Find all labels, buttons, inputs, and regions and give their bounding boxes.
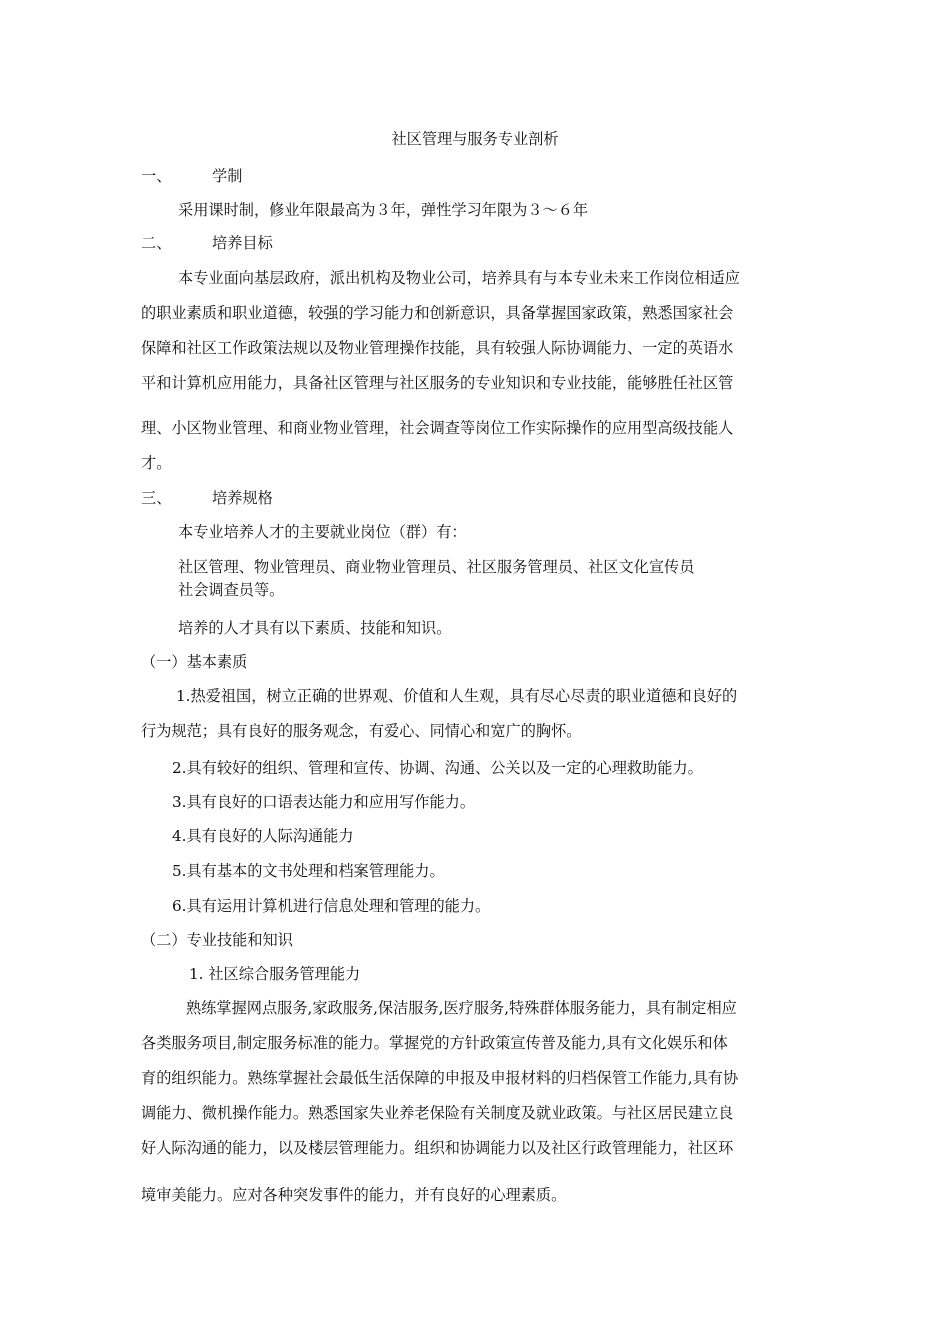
skills-subheading: 1. 社区综合服务管理能力 bbox=[189, 965, 361, 983]
basic-item-1-line: 行为规范；具有良好的服务观念，有爱心、同情心和宽广的胸怀。 bbox=[141, 722, 582, 740]
basic-item-1-line: 1.热爱祖国，树立正确的世界观、价值和人生观，具有尽心尽责的职业道德和良好的 bbox=[176, 687, 738, 705]
skills-heading: （二）专业技能和知识 bbox=[141, 931, 293, 949]
section-3-posts-line: 社会调查员等。 bbox=[178, 581, 285, 599]
section-3-number: 三、 bbox=[141, 489, 172, 507]
basic-item-4: 4.具有良好的人际沟通能力 bbox=[172, 827, 354, 845]
skills-line: 境审美能力。应对各种突发事件的能力，并有良好的心理素质。 bbox=[141, 1186, 567, 1204]
section-2-number: 二、 bbox=[141, 234, 172, 252]
skills-line: 好人际沟通的能力，以及楼层管理能力。组织和协调能力以及社区行政管理能力，社区环 bbox=[141, 1139, 734, 1157]
skills-line: 各类服务项目,制定服务标准的能力。掌握党的方针政策宣传普及能力,具有文化娱乐和体 bbox=[141, 1034, 728, 1052]
basic-qualities-heading: （一）基本素质 bbox=[141, 653, 248, 671]
section-1-heading: 学制 bbox=[212, 167, 243, 185]
section-3-summary: 培养的人才具有以下素质、技能和知识。 bbox=[178, 619, 452, 637]
skills-line: 调能力、微机操作能力。熟悉国家失业养老保险有关制度及就业政策。与社区居民建立良 bbox=[141, 1104, 734, 1122]
section-3-posts-line: 社区管理、物业管理员、商业物业管理员、社区服务管理员、社区文化宣传员 bbox=[178, 558, 695, 576]
section-2-line: 平和计算机应用能力，具备社区管理与社区服务的专业知识和专业技能，能够胜任社区管 bbox=[141, 374, 734, 392]
section-2-line: 的职业素质和职业道德，较强的学习能力和创新意识，具备掌握国家政策，熟悉国家社会 bbox=[141, 304, 734, 322]
section-2-line: 本专业面向基层政府，派出机构及物业公司，培养具有与本专业未来工作岗位相适应 bbox=[178, 269, 740, 287]
section-3-intro: 本专业培养人才的主要就业岗位（群）有： bbox=[178, 523, 467, 541]
basic-item-6: 6.具有运用计算机进行信息处理和管理的能力。 bbox=[172, 897, 491, 915]
section-2-line: 保障和社区工作政策法规以及物业管理操作技能，具有较强人际协调能力、一定的英语水 bbox=[141, 339, 734, 357]
section-2-line: 理、小区物业管理、和商业物业管理，社会调查等岗位工作实际操作的应用型高级技能人 bbox=[141, 419, 734, 437]
basic-item-3: 3.具有良好的口语表达能力和应用写作能力。 bbox=[172, 793, 476, 811]
basic-item-5: 5.具有基本的文书处理和档案管理能力。 bbox=[172, 862, 445, 880]
document-title: 社区管理与服务专业剖析 bbox=[391, 130, 559, 148]
section-2-heading: 培养目标 bbox=[212, 234, 273, 252]
skills-line: 育的组织能力。熟练掌握社会最低生活保障的申报及申报材料的归档保管工作能力,具有协 bbox=[141, 1069, 739, 1087]
basic-item-2: 2.具有较好的组织、管理和宣传、协调、沟通、公关以及一定的心理救助能力。 bbox=[172, 759, 703, 777]
section-3-heading: 培养规格 bbox=[212, 489, 273, 507]
section-1-number: 一、 bbox=[141, 167, 172, 185]
section-2-line: 才。 bbox=[141, 454, 172, 472]
section-1-text: 采用课时制，修业年限最高为３年，弹性学习年限为３～６年 bbox=[178, 201, 589, 219]
skills-line: 熟练掌握网点服务,家政服务,保洁服务,医疗服务,特殊群体服务能力，具有制定相应 bbox=[186, 999, 737, 1017]
